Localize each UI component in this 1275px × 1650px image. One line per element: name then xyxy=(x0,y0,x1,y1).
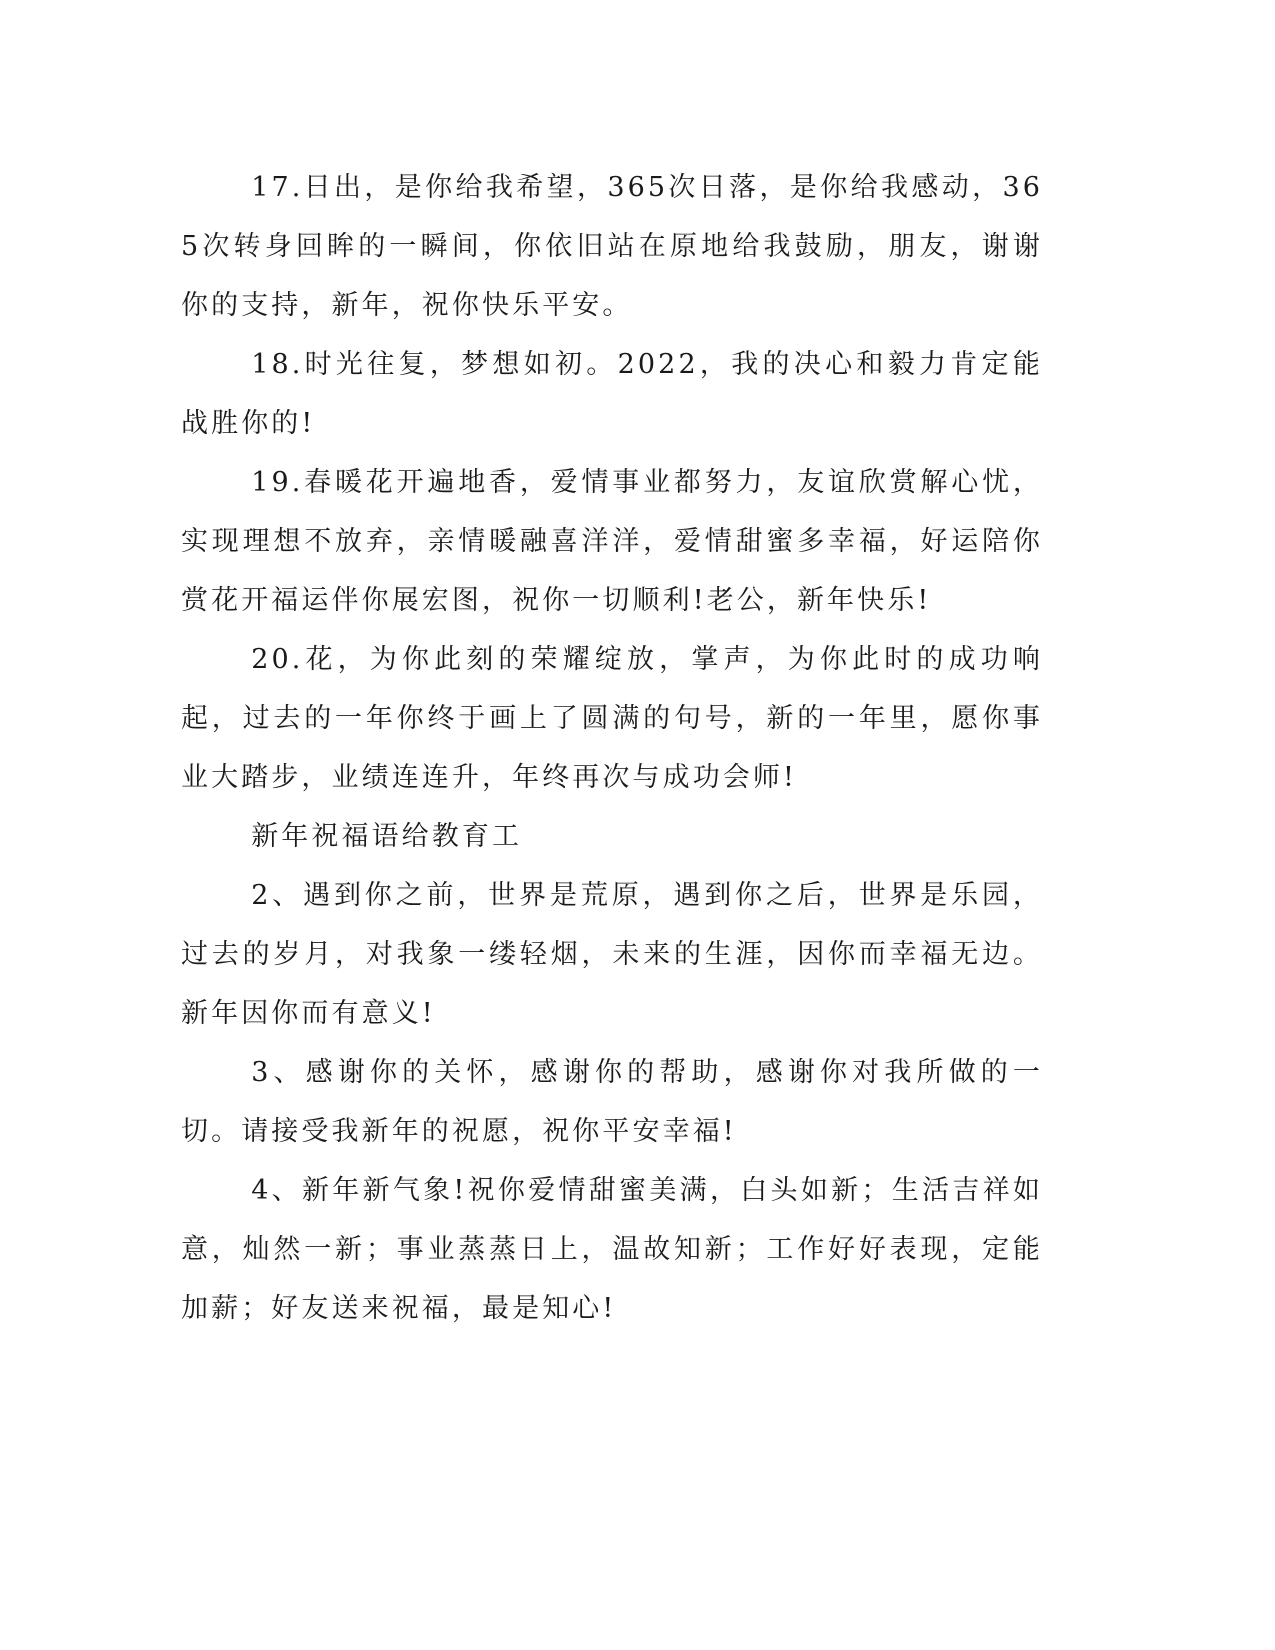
paragraph-4: 4、新年新气象!祝你爱情甜蜜美满，白头如新；生活吉祥如意，灿然一新；事业蒸蒸日上，温故知新；工作好好表现，定能加薪；好友送来祝福，最是知心! xyxy=(181,1175,1043,1324)
paragraph-17: 17.日出，是你给我希望，365次日落，是你给我感动，365次转身回眸的一瞬间，你依旧站在原地给我鼓励，朋友，谢谢你的支持，新年，祝你快乐平安。 xyxy=(181,172,1043,321)
paragraph-3: 3、感谢你的关怀，感谢你的帮助，感谢你对我所做的一切。请接受我新年的祝愿，祝你平安幸福! xyxy=(181,1057,1043,1147)
section-heading: 新年祝福语给教育工 xyxy=(251,821,523,852)
paragraph-18: 18.时光往复，梦想如初。2022，我的决心和毅力肯定能战胜你的! xyxy=(181,349,1043,439)
paragraph-19: 19.春暖花开遍地香，爱情事业都努力，友谊欣赏解心忧，实现理想不放弃，亲情暖融喜洋洋，爱情甜蜜多幸福，好运陪你赏花开福运伴你展宏图，祝你一切顺利!老公，新年快乐! xyxy=(181,467,1043,616)
document-body xyxy=(181,158,1043,1338)
paragraph-2: 2、遇到你之前，世界是荒原，遇到你之后，世界是乐园，过去的岁月，对我象一缕轻烟，未来的生涯，因你而幸福无边。新年因你而有意义! xyxy=(181,880,1043,1029)
paragraph-20: 20.花，为你此刻的荣耀绽放，掌声，为你此时的成功响起，过去的一年你终于画上了圆满的句号，新的一年里，愿你事业大踏步，业绩连连升，年终再次与成功会师! xyxy=(181,644,1043,793)
